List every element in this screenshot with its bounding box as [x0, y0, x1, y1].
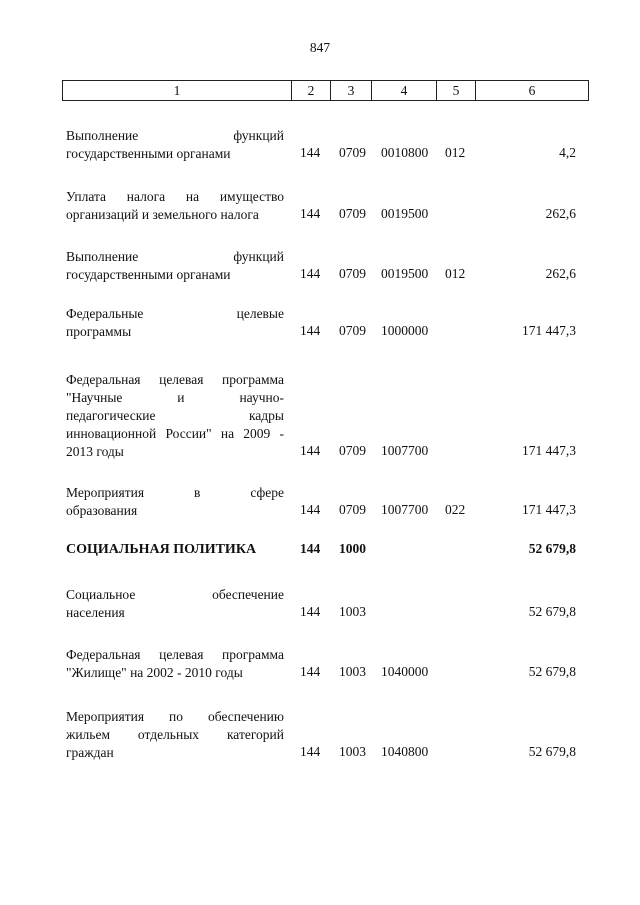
description-line: инновационной России" на 2009 - [66, 426, 284, 441]
cell-c3: 1003 [339, 604, 366, 619]
description-line: Мероприятия по обеспечению [66, 709, 284, 724]
cell-c2: 144 [300, 323, 321, 338]
cell-c4: 0010800 [381, 145, 429, 160]
row-description [66, 708, 284, 762]
cell-c2: 144 [300, 664, 321, 679]
cell-c4: 0019500 [381, 206, 429, 221]
description-line: педагогические кадры [66, 408, 284, 423]
cell-c4: 1040800 [381, 744, 429, 759]
description-line: Федеральная целевая программа [66, 647, 284, 662]
cell-c3: 1000 [339, 541, 366, 556]
cell-c2: 144 [300, 541, 321, 556]
cell-c4: 1000000 [381, 323, 429, 338]
row-description [66, 586, 284, 622]
description-line: организаций и земельного налога [66, 207, 259, 222]
row-description [66, 248, 284, 284]
description-line: государственными органами [66, 146, 231, 161]
cell-c6: 171 447,3 [522, 323, 576, 338]
cell-c6: 52 679,8 [528, 541, 576, 556]
cell-c2: 144 [300, 266, 321, 281]
cell-c3: 1003 [339, 664, 366, 679]
cell-c6: 4,2 [559, 145, 576, 160]
description-line: Мероприятия в сфере [66, 485, 284, 500]
row-description [66, 646, 284, 682]
cell-c6: 52 679,8 [528, 604, 576, 619]
cell-c6: 262,6 [545, 266, 576, 281]
column-header-5: 5 [437, 81, 476, 101]
description-line: Федеральная целевая программа [66, 372, 284, 387]
cell-c3: 0709 [339, 443, 366, 458]
cell-c6: 52 679,8 [528, 744, 576, 759]
cell-c3: 1003 [339, 744, 366, 759]
cell-c6: 171 447,3 [522, 502, 576, 517]
row-description [66, 371, 284, 461]
cell-c4: 1007700 [381, 443, 429, 458]
description-line: граждан [66, 745, 114, 760]
cell-c4: 0019500 [381, 266, 429, 281]
column-header-4: 4 [372, 81, 437, 101]
cell-c4: 1007700 [381, 502, 429, 517]
description-line: образования [66, 503, 138, 518]
column-header-table [62, 80, 589, 101]
description-line: государственными органами [66, 267, 231, 282]
cell-c3: 0709 [339, 206, 366, 221]
description-line: 2013 годы [66, 444, 124, 459]
column-header-row [63, 81, 589, 101]
column-header-2: 2 [292, 81, 331, 101]
description-line: "Научные и научно- [66, 390, 284, 405]
row-description [66, 188, 284, 224]
row-description [66, 484, 284, 520]
column-header-3: 3 [331, 81, 372, 101]
description-line: Федеральные целевые [66, 306, 284, 321]
description-line: программы [66, 324, 132, 339]
cell-c3: 0709 [339, 145, 366, 160]
cell-c5: 022 [445, 502, 466, 517]
description-line: СОЦИАЛЬНАЯ ПОЛИТИКА [66, 542, 257, 557]
cell-c4: 1040000 [381, 664, 429, 679]
cell-c2: 144 [300, 744, 321, 759]
cell-c2: 144 [300, 443, 321, 458]
description-line: Социальное обеспечение [66, 587, 284, 602]
row-description [66, 127, 284, 163]
cell-c2: 144 [300, 145, 321, 160]
column-header-6: 6 [476, 81, 589, 101]
cell-c3: 0709 [339, 502, 366, 517]
description-line: Выполнение функций [66, 128, 284, 143]
cell-c2: 144 [300, 206, 321, 221]
cell-c6: 262,6 [545, 206, 576, 221]
description-line: Уплата налога на имущество [66, 189, 284, 204]
cell-c3: 0709 [339, 323, 366, 338]
cell-c6: 171 447,3 [522, 443, 576, 458]
row-description [66, 541, 284, 559]
description-line: Выполнение функций [66, 249, 284, 264]
cell-c5: 012 [445, 145, 466, 160]
column-header-1: 1 [63, 81, 292, 101]
cell-c2: 144 [300, 502, 321, 517]
cell-c5: 012 [445, 266, 466, 281]
cell-c3: 0709 [339, 266, 366, 281]
cell-c6: 52 679,8 [528, 664, 576, 679]
description-line: жильем отдельных категорий [66, 727, 284, 742]
description-line: "Жилище" на 2002 - 2010 годы [66, 665, 243, 680]
page-number: 847 [309, 40, 331, 55]
cell-c2: 144 [300, 604, 321, 619]
description-line: населения [66, 605, 125, 620]
row-description [66, 305, 284, 341]
